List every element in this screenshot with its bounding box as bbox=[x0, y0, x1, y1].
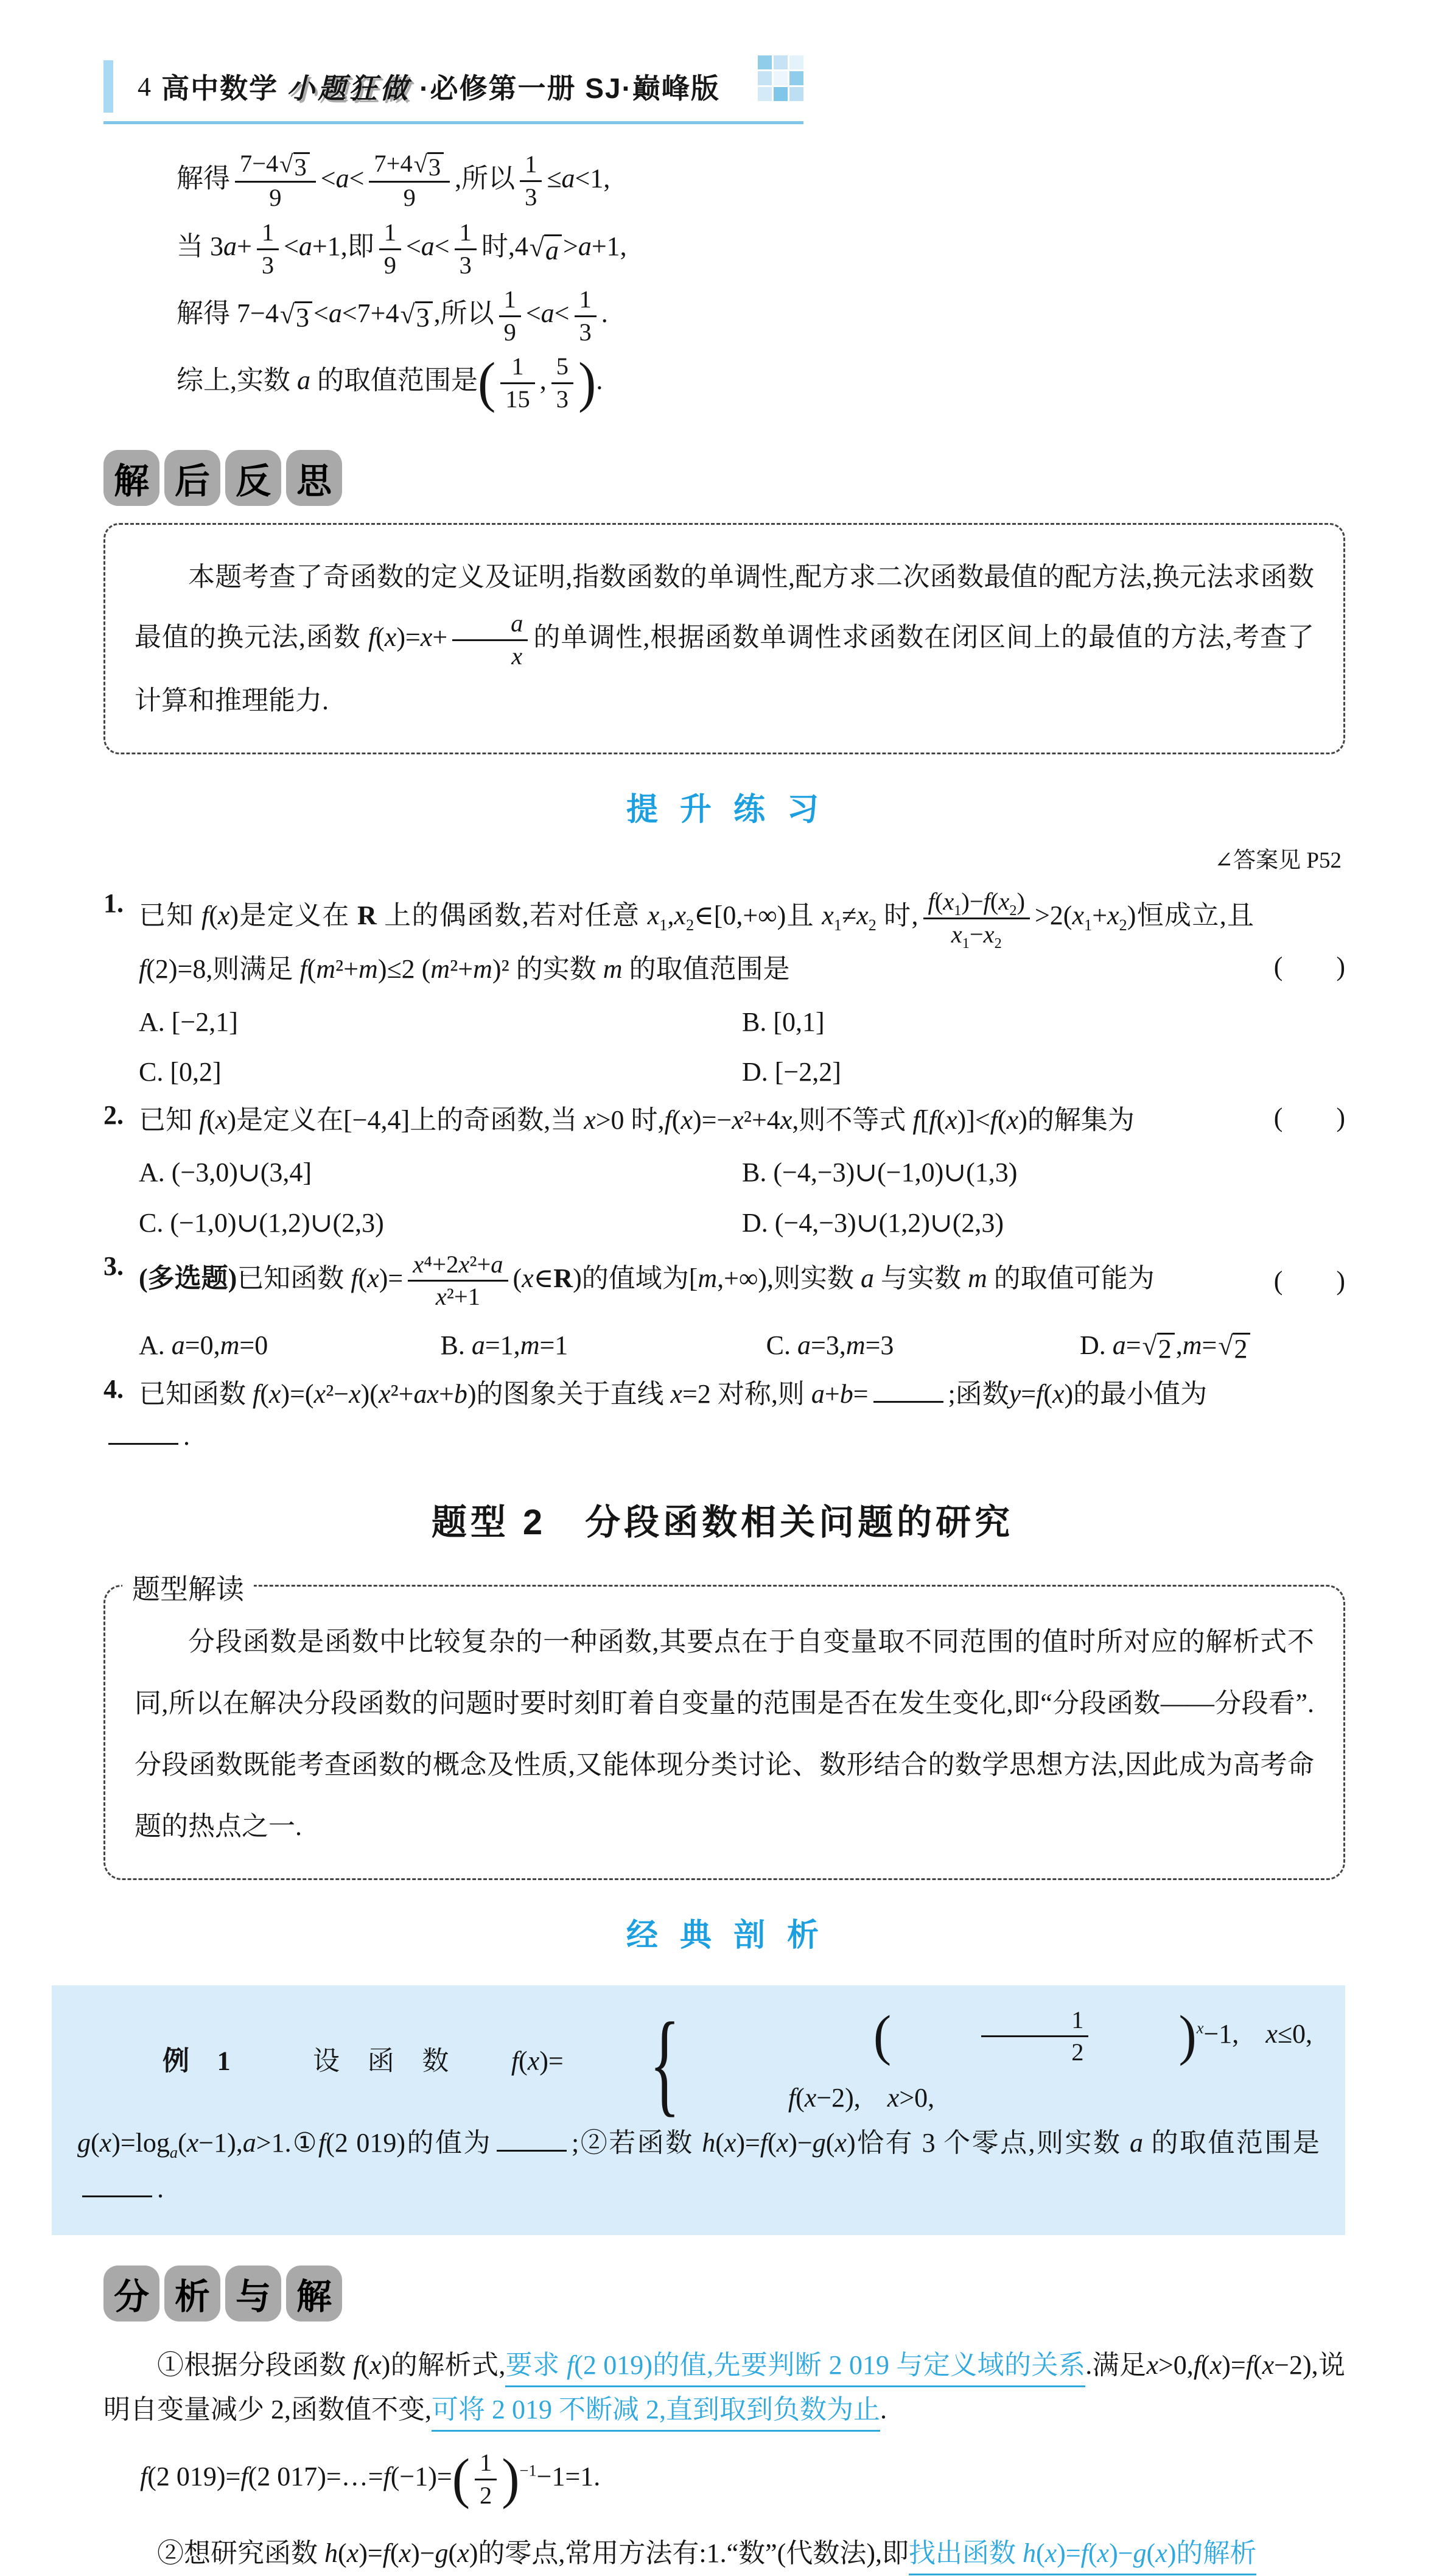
question-stem: (多选题)已知函数 f(x)= $\frac{\text{x⁴+2x²+a}}{\text{x²+1}}$ (x∈R)的值域为[m,+∞),则实数 a 与实数 m 的取值可能为 ( ) bbox=[139, 1250, 1345, 1311]
question-stem: 已知 f(x)是定义在[−4,4]上的奇函数,当 x>0 时,f(x)=−x²+4x,则不等式 f[f(x)]<f(x)的解集为 ( ) bbox=[139, 1100, 1345, 1141]
example-box bbox=[52, 1985, 1345, 2235]
interpret-box bbox=[103, 1573, 1345, 1880]
option-b: B. (−4,−3)∪(−1,0)∪(1,3) bbox=[742, 1157, 1018, 1188]
reflect-badge-char: 思 bbox=[286, 450, 342, 506]
option-a: A. (−3,0)∪(3,4] bbox=[139, 1157, 312, 1188]
question-stem-continuation: . bbox=[103, 1416, 1345, 1457]
question-3 bbox=[103, 1251, 1345, 1363]
book-title-left: 高中数学 bbox=[161, 72, 279, 104]
grid-square bbox=[774, 87, 788, 101]
solution-line: 当 3a+ $\frac{1}{3}$ <a+1,即 $\frac{1}{9}$ <a< $\frac{1}{3}$ 时,4 √ a >a+1, bbox=[177, 218, 627, 279]
analysis-paragraph-2: ②想研究函数 h(x)=f(x)−g(x)的零点,常用方法有:1.“数”(代数法),即找出函数 h(x)=f(x)−g(x)的解析 bbox=[103, 2532, 1345, 2576]
grid-square bbox=[758, 87, 772, 101]
option-c: C. [0,2] bbox=[139, 1057, 222, 1087]
analysis-badge bbox=[103, 2265, 342, 2322]
analysis-badge-char: 与 bbox=[225, 2265, 281, 2322]
analysis-formula: f(2 019)=f(2 017)=…=f(−1)= ( $\frac{1}{2}$ ) $^{-1}$−1=1. bbox=[140, 2448, 601, 2510]
reflect-text: 本题考查了奇函数的定义及证明,指数函数的单调性,配方求二次函数最值的配方法,换元法求函数最值的换元法,函数 f(x)=x+ $\frac{a}{x}$ 的单调性,根据函数单调性求函数在闭区间上的最值的方法,考查了计算和推理能力. bbox=[135, 562, 1315, 716]
reflect-badge-char: 后 bbox=[164, 450, 220, 506]
option-c: C. (−1,0)∪(1,2)∪(2,3) bbox=[139, 1208, 384, 1238]
grid-square bbox=[758, 71, 772, 85]
answer-paren: ( ) bbox=[1273, 1265, 1345, 1296]
header-accent-bar bbox=[103, 60, 113, 113]
analysis-badge-char: 解 bbox=[286, 2265, 342, 2322]
example-text: 例1 设函数 f(x)= { ( $\frac{1}{2}$ ) $^x$−1, x≤0, f(x−2), x>0, $g(x)=\log_a(x-1),a>1.①f(2$ 019)的值为 ;②若函数 h(x)=f(x)−g(x)恰有 3 个零点,则实数 a 的取值范围是. bbox=[77, 1999, 1320, 2204]
question-number: 3. bbox=[103, 1251, 124, 1281]
option-a: A. [−2,1] bbox=[139, 1006, 238, 1037]
book-logo: 小题狂做 bbox=[287, 72, 411, 104]
grid-square bbox=[789, 71, 803, 85]
question-stem: 已知 f(x)是定义在 R 上的偶函数,若对任意 $x_1,x_2\in[0,+\infty)$且 $x_1\ne x_2$ 时, $\frac{f(x_1)-f(x_2)}{x_1-x_2}$ $>2(x_1+x_2)$恒成立,且 f(2)=8,则满足 f(m²+m)≤2 (m²+m)² 的实数 m 的取值范围是 ( ) bbox=[139, 888, 1345, 990]
grid-square bbox=[758, 55, 772, 69]
question-1 bbox=[103, 888, 1345, 1089]
options-grid bbox=[139, 1330, 1345, 1363]
solution-line: 综上,实数 a 的取值范围是 ( $\frac{1}{15}$ , $\frac{5}{3}$ ) . bbox=[177, 351, 603, 414]
practice-heading: 提升练习 bbox=[626, 792, 841, 828]
option-b: B. a=1,m=1 bbox=[440, 1330, 569, 1360]
reflect-badge-char: 解 bbox=[103, 450, 159, 506]
question-4 bbox=[103, 1374, 1345, 1456]
textbook-page bbox=[0, 57, 1445, 2569]
question-number: 1. bbox=[103, 888, 124, 919]
answer-paren: ( ) bbox=[1273, 952, 1345, 982]
analysis-badge-char: 析 bbox=[164, 2265, 220, 2322]
grid-square bbox=[789, 55, 803, 69]
question-2 bbox=[103, 1100, 1345, 1240]
solution-line: 解得 7−4 √ 3 <a<7+4 √ 3 ,所以 $\frac{1}{9}$ <a< $\frac{1}{3}$ . bbox=[177, 286, 608, 346]
book-title-right: ·必修第一册 SJ·巅峰版 bbox=[419, 72, 720, 104]
page-header bbox=[103, 57, 803, 124]
answer-paren: ( ) bbox=[1273, 1103, 1345, 1133]
grid-square bbox=[774, 71, 788, 85]
option-d: D. [−2,2] bbox=[742, 1057, 841, 1087]
reflect-badge bbox=[103, 450, 342, 506]
question-list bbox=[103, 888, 1345, 1457]
option-b: B. [0,1] bbox=[742, 1006, 825, 1037]
interpret-text: 分段函数是函数中比较复杂的一种函数,其要点在于自变量取不同范围的值时所对应的解析式不同,所以在解决分段函数的问题时要时刻盯着自变量的范围是否在发生变化,即“分段函数——分段看”.分段函数既能考查函数的概念及性质,又能体现分类讨论、数形结合的数学思想方法,因此成为高考命题的热点之一. bbox=[135, 1626, 1314, 1842]
book-title bbox=[151, 66, 803, 107]
option-a: A. a=0,m=0 bbox=[139, 1330, 268, 1360]
interpret-label: 题型解读 bbox=[122, 1567, 254, 1607]
grid-square bbox=[789, 87, 803, 101]
question-stem: 已知函数 f(x)=(x²−x)(x²+ax+b)的图象关于直线 x=2 对称,则 a+b= ;函数y=f(x)的最小值为 bbox=[139, 1374, 1345, 1415]
header-decor-grid bbox=[758, 55, 803, 101]
option-d: D. (−4,−3)∪(1,2)∪(2,3) bbox=[742, 1208, 1004, 1238]
option-d: D. a= √ 2 ,m= √ 2 bbox=[1080, 1330, 1345, 1363]
option-c: C. a=3,m=3 bbox=[766, 1330, 894, 1360]
analysis-paragraph-1: ①根据分段函数 f(x)的解析式,要求 f(2 019)的值,先要判断 2 019 与定义域的关系.满足x>0,f(x)=f(x−2),说明自变量减少 2,函数值不变,可将 2 019 不断减 2,直到取到负数为止. bbox=[103, 2343, 1345, 2432]
reflect-badge-char: 反 bbox=[225, 450, 281, 506]
topic-heading: 题型 2 分段函数相关问题的研究 bbox=[431, 1502, 1014, 1542]
reflect-box bbox=[103, 523, 1345, 754]
page-number: 4 bbox=[138, 71, 151, 102]
grid-square bbox=[774, 55, 788, 69]
analysis-badge-char: 分 bbox=[103, 2265, 159, 2322]
question-number: 2. bbox=[103, 1100, 124, 1131]
answer-reference: ∠答案见 P52 bbox=[1214, 848, 1342, 874]
classic-heading: 经典剖析 bbox=[626, 1917, 841, 1953]
question-number: 4. bbox=[103, 1374, 124, 1405]
options-grid bbox=[139, 1006, 1345, 1089]
options-grid bbox=[139, 1157, 1345, 1240]
solution-line: 解得 7−4 √ 3 9 <a< 7+4 √ 3 9 ,所以 $\frac{1}{3}$ ≤a<1, bbox=[177, 150, 611, 212]
solution-block bbox=[0, 150, 1445, 413]
